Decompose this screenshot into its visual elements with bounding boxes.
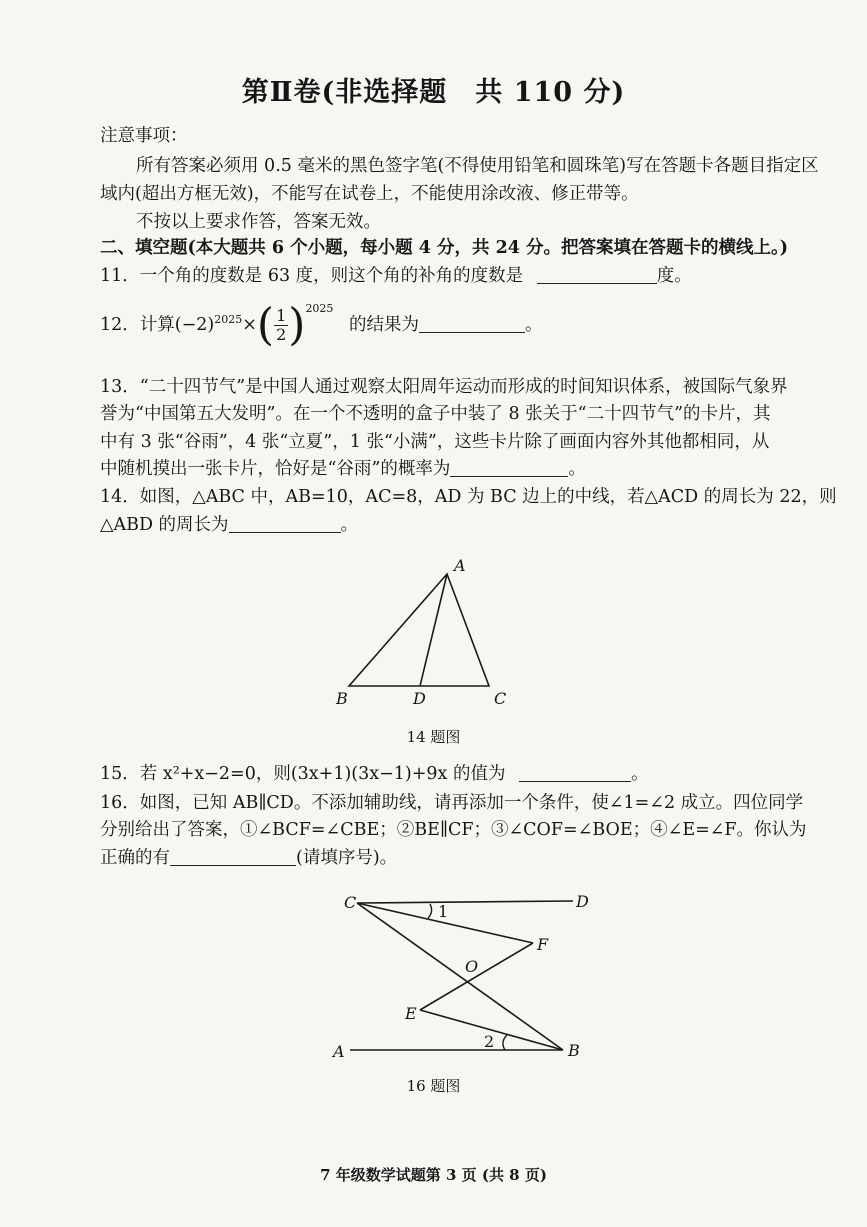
- figure-14-caption: 14 题图: [406, 728, 461, 746]
- q15-text: 15．若 x²+x−2=0，则(3x+1)(3x−1)+9x 的值为: [100, 764, 506, 784]
- label-d: D: [413, 689, 426, 708]
- label-a: A: [454, 556, 466, 575]
- q13-end: 。: [568, 459, 586, 479]
- q12-denominator: 2: [276, 325, 287, 344]
- label-e: E: [405, 1004, 417, 1023]
- q12-left-paren: (: [256, 299, 275, 351]
- page-footer: 7 年级数学试题第 3 页 (共 8 页): [320, 1166, 547, 1184]
- q13-line-3: 中有 3 张“谷雨”，4 张“立夏”，1 张“小满”，这些卡片除了画面内容外其他都相同，从: [100, 432, 770, 452]
- q13-line-1: 13．“二十四节气”是中国人通过观察太阳周年运动而形成的时间知识体系，被国际气象界: [100, 377, 788, 397]
- q11-text: 11．一个角的度数是 63 度，则这个角的补角的度数是: [100, 266, 524, 286]
- q14-line-1: 14．如图，△ABC 中，AB=10，AC=8，AD 为 BC 边上的中线，若△ACD 的周长为 22，则: [100, 487, 837, 507]
- q12-end: 。: [525, 315, 543, 335]
- angle-2-label: 2: [484, 1032, 495, 1051]
- q14-text: △ABD 的周长为: [100, 515, 229, 535]
- notice-line-2: 域内(超出方框无效)，不能写在试卷上，不能使用涂改液、修正带等。: [100, 184, 639, 204]
- line-cd: [357, 901, 573, 903]
- q16-line-1: 16．如图，已知 AB∥CD。不添加辅助线，请再添加一个条件，使∠1=∠2 成立。四位同学: [100, 793, 804, 813]
- q12-exponent-2: 2025: [305, 302, 334, 315]
- q16-line-2: 分别给出了答案，①∠BCF=∠CBE；②BE∥CF；③∠COF=∠BOE；④∠E=∠F。你认为: [100, 820, 807, 840]
- q12-exponent: 2025: [214, 313, 243, 327]
- label-d: D: [576, 892, 589, 911]
- label-o: O: [465, 957, 479, 976]
- label-b: B: [568, 1041, 580, 1060]
- angle-1-arc: [428, 904, 432, 918]
- label-f: F: [537, 935, 549, 954]
- notice-line-3: 不按以上要求作答，答案无效。: [136, 212, 381, 232]
- label-a: A: [333, 1042, 345, 1061]
- q16-text: 正确的有: [100, 848, 170, 868]
- figure-16-caption: 16 题图: [406, 1077, 461, 1095]
- q12-numerator: 1: [276, 306, 287, 325]
- q16-after: (请填序号)。: [296, 848, 398, 868]
- q12-right-paren: ): [288, 299, 306, 351]
- q12-after: 的结果为: [349, 315, 420, 335]
- q12-times: ×: [242, 315, 257, 335]
- q13-text: 中随机摸出一张卡片，恰好是“谷雨”的概率为: [100, 459, 451, 479]
- segment-fe: [420, 943, 533, 1010]
- segment-cb: [357, 903, 563, 1050]
- q11-after: 度。: [656, 266, 692, 286]
- label-b: B: [336, 689, 348, 708]
- angle-2-arc: [503, 1035, 507, 1050]
- page-title: 第Ⅱ卷(非选择题 共 110 分): [241, 77, 626, 108]
- q15-end: 。: [631, 764, 649, 784]
- label-c: C: [344, 893, 357, 912]
- section-heading: 二、填空题(本大题共 6 个小题，每小题 4 分，共 24 分。把答案填在答题卡的横线上。): [100, 238, 789, 258]
- angle-1-label: 1: [438, 902, 449, 921]
- notice-line-1: 所有答案必须用 0.5 毫米的黑色签字笔(不得使用铅笔和圆珠笔)写在答题卡各题目指定区: [136, 156, 819, 176]
- q12-prefix: 12．计算(−2): [100, 315, 215, 335]
- label-c: C: [494, 689, 507, 708]
- q13-line-2: 誉为“中国第五大发明”。在一个不透明的盒子中装了 8 张关于“二十四节气”的卡片，其: [100, 404, 771, 424]
- q14-end: 。: [340, 515, 359, 535]
- notice-heading: 注意事项：: [100, 126, 188, 146]
